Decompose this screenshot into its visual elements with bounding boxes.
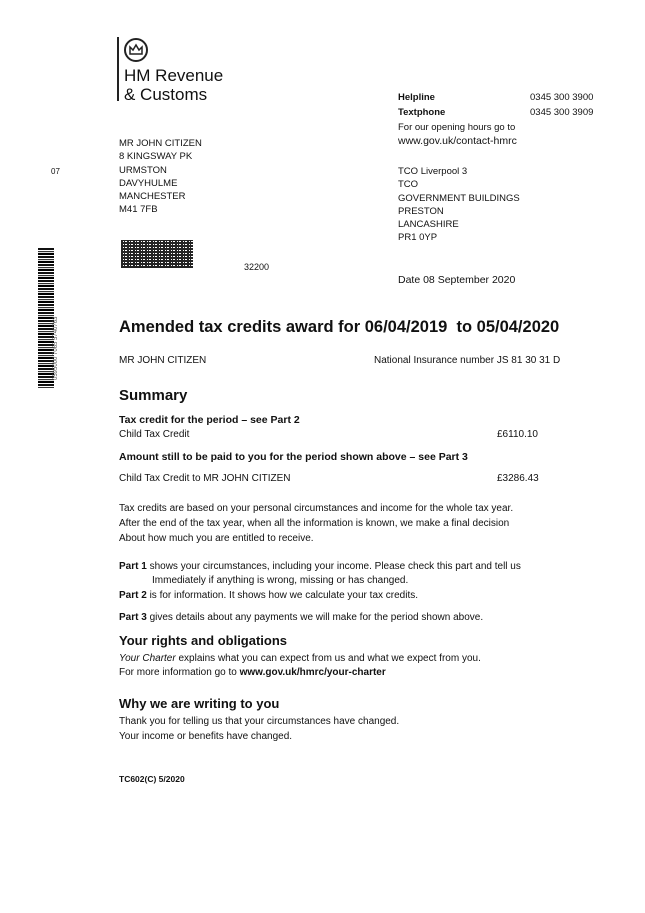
rights-heading: Your rights and obligations bbox=[119, 633, 288, 648]
intro-paragraph bbox=[119, 501, 513, 546]
charter-link[interactable]: www.gov.uk/hmrc/your-charter bbox=[239, 667, 386, 678]
address-line: PRESTON bbox=[398, 205, 444, 217]
rights-text: explains what you can expect from us and what we expect from you. bbox=[175, 653, 481, 664]
part-3-desc: gives details about any payments we will make for the period shown above. bbox=[146, 612, 484, 623]
form-code: TC602(C) 5/2020 bbox=[119, 774, 185, 784]
address-line: PR1 0YP bbox=[398, 232, 438, 244]
part-1-desc: shows your circumstances, including your income. Please check this part and tell us bbox=[146, 561, 521, 572]
2d-barcode bbox=[121, 240, 193, 268]
margin-code: 07 bbox=[51, 167, 60, 176]
summary-row-value: £6110.10 bbox=[497, 429, 538, 440]
textphone-label: Textphone bbox=[398, 107, 446, 118]
part-2-label: Part 2 bbox=[119, 590, 147, 601]
part-2-text bbox=[119, 589, 418, 602]
part-2-desc: is for information. It shows how we calculate your tax credits. bbox=[146, 590, 419, 601]
barcode-text: 0595000 7065 5740763 bbox=[53, 316, 59, 380]
customer-name: MR JOHN CITIZEN bbox=[119, 355, 207, 366]
logo-line-2: & Customs bbox=[124, 85, 208, 104]
rights-text: For more information go to bbox=[119, 667, 240, 678]
logo-rule bbox=[117, 37, 119, 101]
part-3-text bbox=[119, 611, 483, 624]
intro-line: About how much you are entitled to receive. bbox=[119, 533, 314, 544]
part-1-label: Part 1 bbox=[119, 561, 147, 572]
address-line: M41 7FB bbox=[119, 204, 158, 216]
rights-line-2 bbox=[119, 666, 386, 679]
address-line: MR JOHN CITIZEN bbox=[119, 138, 202, 149]
ni-number: National Insurance number JS 81 30 31 D bbox=[374, 355, 561, 366]
helpline-number: 0345 300 3900 bbox=[530, 92, 594, 103]
summary-heading: Summary bbox=[119, 387, 188, 404]
contact-url[interactable]: www.gov.uk/contact-hmrc bbox=[398, 135, 517, 147]
recipient-address bbox=[119, 137, 202, 217]
logo-line-1: HM Revenue bbox=[124, 66, 224, 85]
rights-line-1 bbox=[119, 652, 481, 665]
reference-number: 32200 bbox=[244, 262, 270, 272]
address-line: LANCASHIRE bbox=[398, 219, 459, 231]
page-title: Amended tax credits award for 06/04/2019 to 05/04/2020 bbox=[119, 318, 560, 336]
summary-row-value: £3286.43 bbox=[497, 473, 539, 484]
address-line: TCO bbox=[398, 179, 419, 191]
why-line: Your income or benefits have changed. bbox=[119, 731, 293, 742]
opening-hours-text: For our opening hours go to bbox=[398, 122, 516, 133]
part-3-label: Part 3 bbox=[119, 612, 147, 623]
crown-icon bbox=[123, 37, 149, 63]
summary-subheading-2: Amount still to be paid to you for the period shown above – see Part 3 bbox=[119, 451, 468, 463]
address-line: TCO Liverpool 3 bbox=[398, 166, 468, 177]
charter-name: Your Charter bbox=[119, 653, 176, 664]
summary-subheading-1: Tax credit for the period – see Part 2 bbox=[119, 414, 300, 426]
intro-line: Tax credits are based on your personal circumstances and income for the whole tax year. bbox=[119, 503, 514, 514]
part-1-continuation: Immediately if anything is wrong, missing or has changed. bbox=[152, 575, 409, 586]
address-line: MANCHESTER bbox=[119, 191, 186, 203]
address-line: DAVYHULME bbox=[119, 177, 178, 189]
intro-line: After the end of the tax year, when all the information is known, we make a final decision bbox=[119, 518, 510, 529]
letter-date: Date 08 September 2020 bbox=[398, 274, 516, 286]
part-1-text bbox=[119, 560, 521, 573]
textphone-number: 0345 300 3909 bbox=[530, 107, 594, 118]
summary-row-label: Child Tax Credit to MR JOHN CITIZEN bbox=[119, 473, 291, 484]
office-address bbox=[398, 165, 520, 245]
address-line: 8 KINGSWAY PK bbox=[119, 151, 193, 163]
helpline-label: Helpline bbox=[398, 92, 435, 103]
why-line: Thank you for telling us that your circumstances have changed. bbox=[119, 716, 400, 727]
address-line: GOVERNMENT BUILDINGS bbox=[398, 192, 520, 204]
why-heading: Why we are writing to you bbox=[119, 696, 280, 711]
summary-row-label: Child Tax Credit bbox=[119, 429, 190, 440]
why-text bbox=[119, 714, 399, 744]
address-line: URMSTON bbox=[119, 164, 167, 176]
